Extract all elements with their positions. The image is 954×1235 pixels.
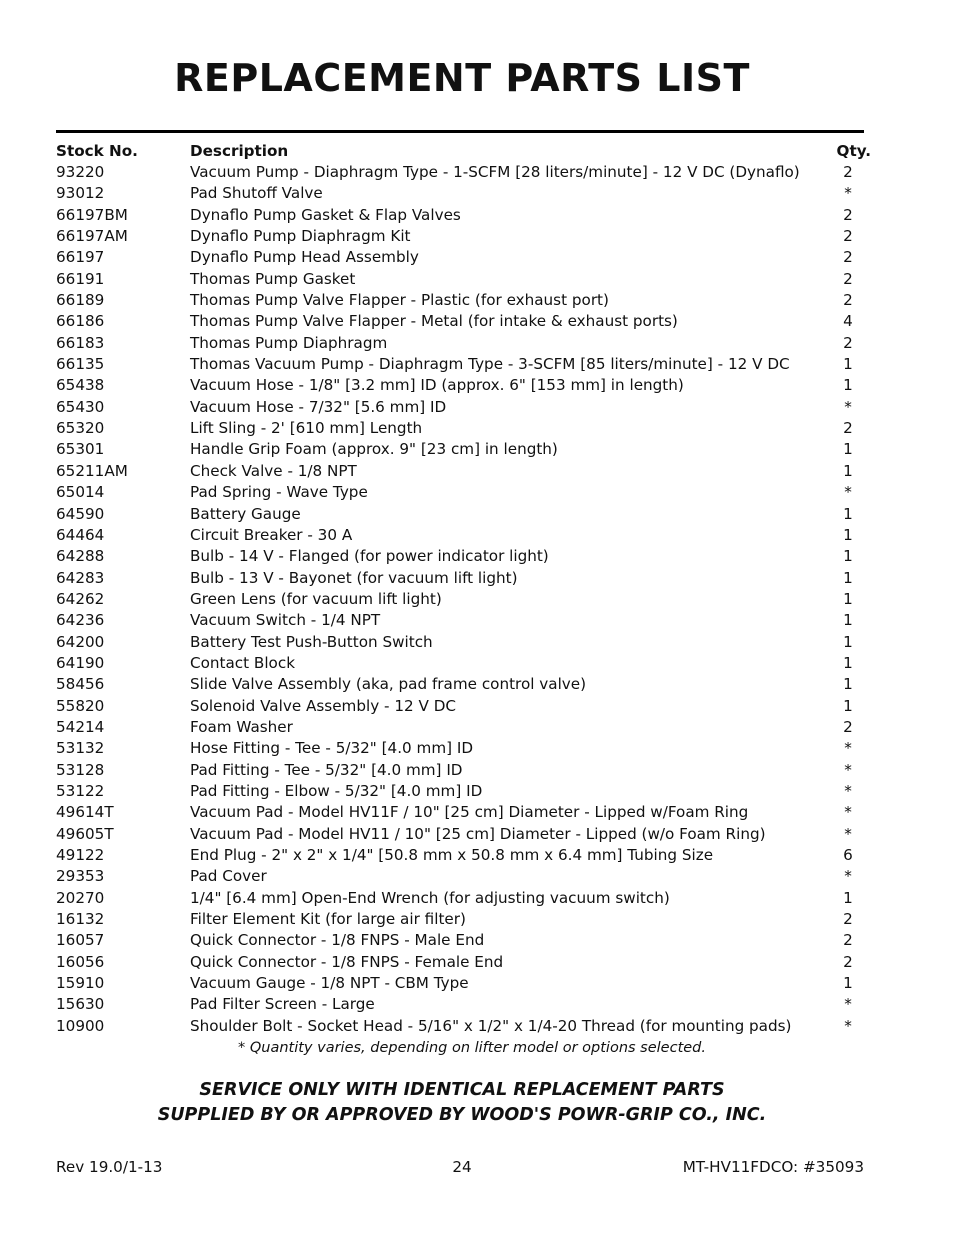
quantity-cell: 1 <box>843 653 853 672</box>
quantity-cell: 1 <box>843 461 853 480</box>
table-row <box>56 226 870 247</box>
table-row <box>56 589 870 610</box>
description-cell: Hose Fitting - Tee - 5/32" [4.0 mm] ID <box>190 739 474 758</box>
service-warning <box>0 1078 924 1128</box>
stock-number-cell: 66135 <box>56 355 105 374</box>
quantity-cell: * <box>844 184 852 203</box>
quantity-cell: 2 <box>843 910 853 929</box>
quantity-cell: 1 <box>843 974 853 993</box>
table-row <box>56 952 870 973</box>
stock-number-cell: 66197AM <box>56 227 128 246</box>
stock-number-cell: 16132 <box>56 910 105 929</box>
quantity-cell: * <box>844 760 852 779</box>
table-row <box>56 994 870 1015</box>
footer-page-number: 24 <box>452 1158 472 1176</box>
stock-number-cell: 53128 <box>56 760 105 779</box>
service-warning-line-1: SERVICE ONLY WITH IDENTICAL REPLACEMENT PARTS <box>199 1080 725 1100</box>
description-cell: End Plug - 2" x 2" x 1/4" [50.8 mm x 50.8 mm x 6.4 mm] Tubing Size <box>190 846 714 864</box>
description-cell: Thomas Pump Diaphragm <box>190 333 388 352</box>
stock-number-cell: 93220 <box>56 163 105 181</box>
stock-number-cell: 54214 <box>56 717 105 736</box>
quantity-cell: 2 <box>843 931 853 950</box>
table-row <box>56 632 870 653</box>
quantity-cell: 1 <box>843 589 853 608</box>
stock-number-cell: 65211AM <box>56 461 128 480</box>
quantity-cell: * <box>844 397 852 416</box>
stock-number-cell: 20270 <box>56 888 105 907</box>
description-cell: Lift Sling - 2' [610 mm] Length <box>190 419 423 438</box>
stock-number-cell: 64236 <box>56 611 105 630</box>
description-cell: Dynaflo Pump Diaphragm Kit <box>190 227 411 246</box>
page-title: REPLACEMENT PARTS LIST <box>174 56 750 100</box>
table-row <box>56 909 870 930</box>
stock-number-cell: 58456 <box>56 675 105 694</box>
table-row <box>56 760 870 781</box>
quantity-cell: 2 <box>843 717 853 736</box>
footer-revision: Rev 19.0/1-13 <box>56 1158 163 1176</box>
description-cell: Solenoid Valve Assembly - 12 V DC <box>190 696 457 715</box>
description-cell: Check Valve - 1/8 NPT <box>190 461 357 480</box>
quantity-cell: * <box>844 781 852 800</box>
description-cell: Handle Grip Foam (approx. 9" [23 cm] in length) <box>190 440 558 459</box>
quantity-cell: 2 <box>843 248 853 267</box>
quantity-cell: * <box>844 824 852 843</box>
quantity-cell: 2 <box>843 333 853 352</box>
description-cell: Pad Filter Screen - Large <box>190 995 375 1014</box>
table-row <box>56 525 870 546</box>
quantity-cell: * <box>844 739 852 758</box>
table-row <box>56 781 870 802</box>
table-row <box>56 738 870 759</box>
description-cell: Vacuum Pad - Model HV11F / 10" [25 cm] Diameter - Lipped w/Foam Ring <box>190 803 749 822</box>
stock-number-cell: 64190 <box>56 653 105 672</box>
footer-document-id: MT-HV11FDCO: #35093 <box>682 1158 864 1176</box>
stock-number-cell: 66189 <box>56 291 105 310</box>
description-cell: Thomas Pump Valve Flapper - Metal (for intake & exhaust ports) <box>190 312 678 331</box>
table-row <box>56 162 870 183</box>
description-cell: Green Lens (for vacuum lift light) <box>190 589 442 608</box>
header-divider <box>56 130 864 133</box>
stock-number-cell: 64288 <box>56 547 105 566</box>
quantity-cell: 1 <box>843 525 853 544</box>
stock-number-cell: 65320 <box>56 419 105 438</box>
quantity-cell: * <box>844 1016 852 1035</box>
description-cell: Bulb - 13 V - Bayonet (for vacuum lift light) <box>190 568 518 587</box>
stock-number-cell: 15910 <box>56 974 105 993</box>
description-cell: Pad Cover <box>190 867 267 886</box>
column-header-description: Description <box>190 142 289 160</box>
quantity-cell: 2 <box>843 227 853 246</box>
table-row <box>56 418 870 439</box>
quantity-cell: 1 <box>843 376 853 395</box>
quantity-cell: * <box>844 995 852 1014</box>
description-cell: Battery Gauge <box>190 504 301 523</box>
table-row <box>56 696 870 717</box>
quantity-cell: 4 <box>843 312 853 331</box>
stock-number-cell: 66183 <box>56 333 105 352</box>
description-cell: Thomas Pump Valve Flapper - Plastic (for exhaust port) <box>190 291 609 310</box>
description-cell: Dynaflo Pump Head Assembly <box>190 248 419 267</box>
table-row <box>56 1016 870 1037</box>
description-cell: Battery Test Push-Button Switch <box>190 632 433 651</box>
stock-number-cell: 55820 <box>56 696 105 715</box>
column-header-stock: Stock No. <box>56 142 138 160</box>
quantity-cell: * <box>844 483 852 502</box>
table-row <box>56 546 870 567</box>
table-row <box>56 290 870 311</box>
stock-number-cell: 64200 <box>56 632 105 651</box>
quantity-cell: 2 <box>843 269 853 288</box>
table-row <box>56 610 870 631</box>
description-cell: Vacuum Pump - Diaphragm Type - 1-SCFM [28 liters/minute] - 12 V DC (Dynaflo) <box>190 163 800 181</box>
stock-number-cell: 66197BM <box>56 205 128 224</box>
stock-number-cell: 66191 <box>56 269 105 288</box>
quantity-footnote: * Quantity varies, depending on lifter model or options selected. <box>238 1040 706 1056</box>
stock-number-cell: 49605T <box>56 824 114 843</box>
quantity-cell: 2 <box>843 291 853 310</box>
table-row <box>56 866 870 887</box>
parts-table <box>56 141 870 1037</box>
description-cell: Vacuum Hose - 7/32" [5.6 mm] ID <box>190 397 447 416</box>
stock-number-cell: 66197 <box>56 248 105 267</box>
stock-number-cell: 65430 <box>56 397 105 416</box>
stock-number-cell: 64590 <box>56 504 105 523</box>
description-cell: 1/4" [6.4 mm] Open-End Wrench (for adjusting vacuum switch) <box>190 888 670 907</box>
quantity-cell: 1 <box>843 504 853 523</box>
stock-number-cell: 49614T <box>56 803 114 822</box>
table-row <box>56 888 870 909</box>
description-cell: Contact Block <box>190 653 295 672</box>
description-cell: Filter Element Kit (for large air filter) <box>190 910 466 929</box>
table-row <box>56 397 870 418</box>
description-cell: Slide Valve Assembly (aka, pad frame control valve) <box>190 675 587 694</box>
quantity-cell: 1 <box>843 696 853 715</box>
description-cell: Vacuum Pad - Model HV11 / 10" [25 cm] Diameter - Lipped (w/o Foam Ring) <box>190 824 766 843</box>
quantity-cell: 1 <box>843 440 853 459</box>
service-warning-line-2: SUPPLIED BY OR APPROVED BY WOOD'S POWR-GRIP CO., INC. <box>157 1105 767 1125</box>
description-cell: Dynaflo Pump Gasket & Flap Valves <box>190 205 461 224</box>
stock-number-cell: 49122 <box>56 846 105 864</box>
stock-number-cell: 64262 <box>56 589 105 608</box>
stock-number-cell: 29353 <box>56 867 105 886</box>
table-row <box>56 653 870 674</box>
table-body <box>56 162 870 1037</box>
description-cell: Pad Spring - Wave Type <box>190 483 368 502</box>
stock-number-cell: 65301 <box>56 440 105 459</box>
description-cell: Quick Connector - 1/8 FNPS - Male End <box>190 931 485 950</box>
table-row <box>56 802 870 823</box>
description-cell: Foam Washer <box>190 717 293 736</box>
stock-number-cell: 65014 <box>56 483 105 502</box>
table-row <box>56 824 870 845</box>
table-row <box>56 845 870 866</box>
table-row <box>56 247 870 268</box>
quantity-cell: 2 <box>843 952 853 971</box>
description-cell: Thomas Vacuum Pump - Diaphragm Type - 3-SCFM [85 liters/minute] - 12 V DC <box>190 355 790 374</box>
description-cell: Thomas Pump Gasket <box>190 269 356 288</box>
description-cell: Bulb - 14 V - Flanged (for power indicator light) <box>190 547 549 566</box>
quantity-cell: 1 <box>843 675 853 694</box>
quantity-cell: 2 <box>843 419 853 438</box>
description-cell: Vacuum Switch - 1/4 NPT <box>190 611 381 630</box>
stock-number-cell: 15630 <box>56 995 105 1014</box>
table-row <box>56 717 870 738</box>
description-cell: Vacuum Hose - 1/8" [3.2 mm] ID (approx. 6" [153 mm] in length) <box>190 376 684 395</box>
stock-number-cell: 64464 <box>56 525 105 544</box>
stock-number-cell: 64283 <box>56 568 105 587</box>
table-row <box>56 183 870 204</box>
stock-number-cell: 53132 <box>56 739 105 758</box>
stock-number-cell: 53122 <box>56 781 105 800</box>
quantity-cell: 1 <box>843 611 853 630</box>
table-row <box>56 674 870 695</box>
quantity-cell: * <box>844 803 852 822</box>
quantity-cell: * <box>844 867 852 886</box>
quantity-cell: 6 <box>843 846 853 864</box>
table-row <box>56 333 870 354</box>
description-cell: Pad Fitting - Tee - 5/32" [4.0 mm] ID <box>190 760 463 779</box>
quantity-cell: 2 <box>843 163 853 181</box>
quantity-cell: 1 <box>843 888 853 907</box>
table-header-row <box>56 141 870 162</box>
quantity-cell: 1 <box>843 355 853 374</box>
description-cell: Pad Fitting - Elbow - 5/32" [4.0 mm] ID <box>190 781 483 800</box>
table-row <box>56 354 870 375</box>
description-cell: Pad Shutoff Valve <box>190 184 323 203</box>
stock-number-cell: 10900 <box>56 1016 105 1035</box>
stock-number-cell: 16056 <box>56 952 105 971</box>
table-row <box>56 311 870 332</box>
table-row <box>56 930 870 951</box>
quantity-cell: 1 <box>843 632 853 651</box>
table-row <box>56 375 870 396</box>
description-cell: Quick Connector - 1/8 FNPS - Female End <box>190 952 504 971</box>
table-row <box>56 504 870 525</box>
table-row <box>56 461 870 482</box>
quantity-cell: 1 <box>843 547 853 566</box>
quantity-cell: 1 <box>843 568 853 587</box>
stock-number-cell: 93012 <box>56 184 105 203</box>
description-cell: Circuit Breaker - 30 A <box>190 525 353 544</box>
table-row <box>56 205 870 226</box>
table-row <box>56 482 870 503</box>
description-cell: Vacuum Gauge - 1/8 NPT - CBM Type <box>190 974 469 993</box>
description-cell: Shoulder Bolt - Socket Head - 5/16" x 1/2" x 1/4-20 Thread (for mounting pads) <box>190 1016 792 1035</box>
table-row <box>56 568 870 589</box>
table-row <box>56 973 870 994</box>
stock-number-cell: 16057 <box>56 931 105 950</box>
quantity-cell: 2 <box>843 205 853 224</box>
table-row <box>56 269 870 290</box>
stock-number-cell: 65438 <box>56 376 105 395</box>
table-row <box>56 439 870 460</box>
column-header-qty: Qty. <box>836 142 871 160</box>
stock-number-cell: 66186 <box>56 312 105 331</box>
